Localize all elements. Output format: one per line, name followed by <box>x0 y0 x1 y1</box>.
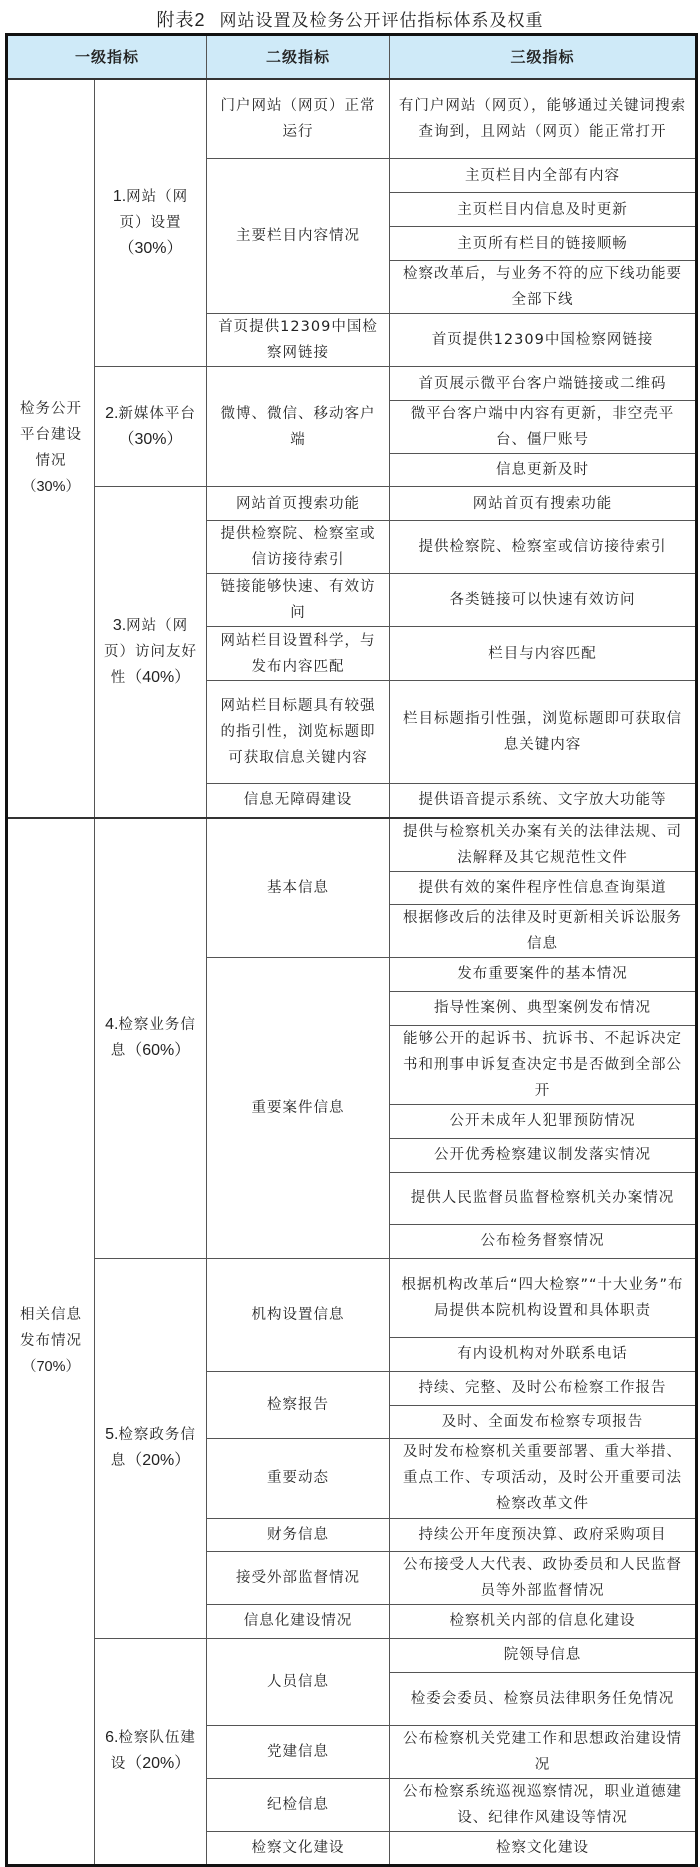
level1-cell <box>7 79 95 818</box>
level3-cell: 检察报告 <box>207 1371 390 1438</box>
level4-cell: 主页栏目内信息及时更新 <box>390 193 697 227</box>
table-row <box>7 1638 697 1672</box>
table-number: 附表2 <box>156 10 206 30</box>
header-level2: 二级指标 <box>207 35 390 79</box>
level2-name: 检察业务信息 <box>110 1017 196 1059</box>
level4-cell: 及时、全面发布检察专项报告 <box>390 1405 697 1438</box>
level2-number: 5. <box>105 1426 119 1443</box>
level4-cell: 公布检察系统巡视巡察情况，职业道德建设、纪律作风建设等情况 <box>390 1778 697 1831</box>
level4-cell: 主页所有栏目的链接顺畅 <box>390 227 697 261</box>
level4-cell: 院领导信息 <box>390 1638 697 1672</box>
level2-cell <box>95 1638 207 1865</box>
level4-cell: 首页提供12309中国检察网链接 <box>390 314 697 367</box>
level4-cell: 检察改革后，与业务不符的应下线功能要全部下线 <box>390 261 697 314</box>
level4-cell: 各类链接可以快速有效访问 <box>390 574 697 627</box>
level4-cell: 及时发布检察机关重要部署、重大举措、重点工作、专项活动，及时公开重要司法检察改革文件 <box>390 1438 697 1518</box>
level4-cell: 首页展示微平台客户端链接或二维码 <box>390 367 697 401</box>
level2-cell <box>95 818 207 1259</box>
level2-number: 1. <box>112 187 127 205</box>
level4-cell: 根据修改后的法律及时更新相关诉讼服务信息 <box>390 904 697 957</box>
level1-cell <box>7 818 95 1866</box>
level3-cell: 基本信息 <box>207 818 390 958</box>
level4-cell: 提供语音提示系统、文字放大功能等 <box>390 784 697 818</box>
level3-cell: 信息无障碍建设 <box>207 784 390 818</box>
level4-cell: 网站首页有搜索功能 <box>390 487 697 521</box>
level2-number: 4. <box>105 1016 119 1033</box>
level2-cell <box>95 1258 207 1638</box>
level3-cell: 首页提供12309中国检察网链接 <box>207 314 390 367</box>
level3-cell: 链接能够快速、有效访问 <box>207 574 390 627</box>
level3-cell: 提供检察院、检察室或信访接待索引 <box>207 521 390 574</box>
level4-cell: 提供人民监督员监督检察机关办案情况 <box>390 1172 697 1224</box>
table-row <box>7 818 697 872</box>
level2-weight: （40%） <box>126 668 191 686</box>
level3-cell: 机构设置信息 <box>207 1258 390 1371</box>
level2-weight: （30%） <box>118 239 183 257</box>
level4-cell: 持续、完整、及时公布检察工作报告 <box>390 1371 697 1405</box>
level1-name: 检务公开平台建设情况 <box>20 401 82 469</box>
table-caption: 网站设置及检务公开评估指标体系及权重 <box>219 11 544 31</box>
level4-cell: 提供检察院、检察室或信访接待索引 <box>390 521 697 574</box>
level1-weight: （70%） <box>21 1359 81 1375</box>
level2-cell <box>95 367 207 487</box>
level4-cell: 栏目与内容匹配 <box>390 627 697 681</box>
level4-cell: 有内设机构对外联系电话 <box>390 1337 697 1371</box>
level4-cell: 持续公开年度预决算、政府采购项目 <box>390 1518 697 1551</box>
level3-cell: 人员信息 <box>207 1638 390 1725</box>
level2-name: 检察政务信息 <box>110 1427 196 1469</box>
level3-cell: 网站栏目标题具有较强的指引性，浏览标题即可获取信息关键内容 <box>207 681 390 784</box>
level4-cell: 微平台客户端中内容有更新，非空壳平台、僵尸账号 <box>390 401 697 454</box>
level2-number: 2. <box>105 404 119 422</box>
level4-cell: 提供与检察机关办案有关的法律法规、司法解释及其它规范性文件 <box>390 818 697 872</box>
level4-cell: 公布检务督察情况 <box>390 1224 697 1258</box>
level3-cell: 接受外部监督情况 <box>207 1551 390 1604</box>
level4-cell: 发布重要案件的基本情况 <box>390 957 697 991</box>
level2-name: 网站（网页）访问友好性 <box>104 617 197 686</box>
level3-cell: 纪检信息 <box>207 1778 390 1831</box>
level2-cell <box>95 487 207 818</box>
level4-cell: 提供有效的案件程序性信息查询渠道 <box>390 871 697 904</box>
level4-cell: 能够公开的起诉书、抗诉书、不起诉决定书和刑事申诉复查决定书是否做到全部公开 <box>390 1025 697 1104</box>
level3-cell: 检察文化建设 <box>207 1831 390 1865</box>
level1-weight: （30%） <box>21 479 81 495</box>
level2-weight: （20%） <box>126 1452 191 1469</box>
level2-number: 6. <box>105 1729 119 1746</box>
level4-cell: 栏目标题指引性强，浏览标题即可获取信息关键内容 <box>390 681 697 784</box>
level3-cell: 网站首页搜索功能 <box>207 487 390 521</box>
level4-cell: 主页栏目内全部有内容 <box>390 159 697 193</box>
level4-cell: 指导性案例、典型案例发布情况 <box>390 991 697 1025</box>
level3-cell: 网站栏目设置科学，与发布内容匹配 <box>207 627 390 681</box>
level2-weight: （20%） <box>126 1755 191 1772</box>
level4-cell: 公布检察机关党建工作和思想政治建设情况 <box>390 1725 697 1778</box>
indicator-table <box>5 33 698 1867</box>
table-row <box>7 79 697 159</box>
level3-cell: 财务信息 <box>207 1518 390 1551</box>
level4-cell: 根据机构改革后“四大检察”“十大业务”布局提供本院机构设置和具体职责 <box>390 1258 697 1337</box>
level3-cell: 微博、微信、移动客户端 <box>207 367 390 487</box>
level4-cell: 检察文化建设 <box>390 1831 697 1865</box>
level2-number: 3. <box>112 616 127 634</box>
level2-weight: （60%） <box>126 1042 191 1059</box>
level4-cell: 公开优秀检察建议制发落实情况 <box>390 1138 697 1172</box>
level3-cell: 信息化建设情况 <box>207 1604 390 1638</box>
level3-cell: 门户网站（网页）正常运行 <box>207 79 390 159</box>
level3-cell: 党建信息 <box>207 1725 390 1778</box>
level4-cell: 检察机关内部的信息化建设 <box>390 1604 697 1638</box>
level3-cell: 主要栏目内容情况 <box>207 159 390 314</box>
level1-name: 相关信息发布情况 <box>20 1307 82 1349</box>
table-row <box>7 1258 697 1337</box>
level2-name: 新媒体平台 <box>118 405 196 422</box>
header-level1: 一级指标 <box>7 35 207 79</box>
table-row <box>7 487 697 521</box>
level2-name: 检察队伍建设 <box>110 1730 196 1772</box>
header-level3: 三级指标 <box>390 35 697 79</box>
level3-cell: 重要案件信息 <box>207 957 390 1258</box>
level2-cell <box>95 79 207 367</box>
level4-cell: 公开未成年人犯罪预防情况 <box>390 1104 697 1138</box>
table-row <box>7 367 697 401</box>
level4-cell: 公布接受人大代表、政协委员和人民监督员等外部监督情况 <box>390 1551 697 1604</box>
level4-cell: 信息更新及时 <box>390 454 697 487</box>
table-title <box>0 6 700 32</box>
level2-name: 网站（网页）设置 <box>119 188 189 231</box>
header-row <box>7 35 697 79</box>
level3-cell: 重要动态 <box>207 1438 390 1518</box>
level4-cell: 检委会委员、检察员法律职务任免情况 <box>390 1672 697 1725</box>
level4-cell: 有门户网站（网页），能够通过关键词搜索查询到，且网站（网页）能正常打开 <box>390 79 697 159</box>
level2-weight: （30%） <box>118 430 183 448</box>
